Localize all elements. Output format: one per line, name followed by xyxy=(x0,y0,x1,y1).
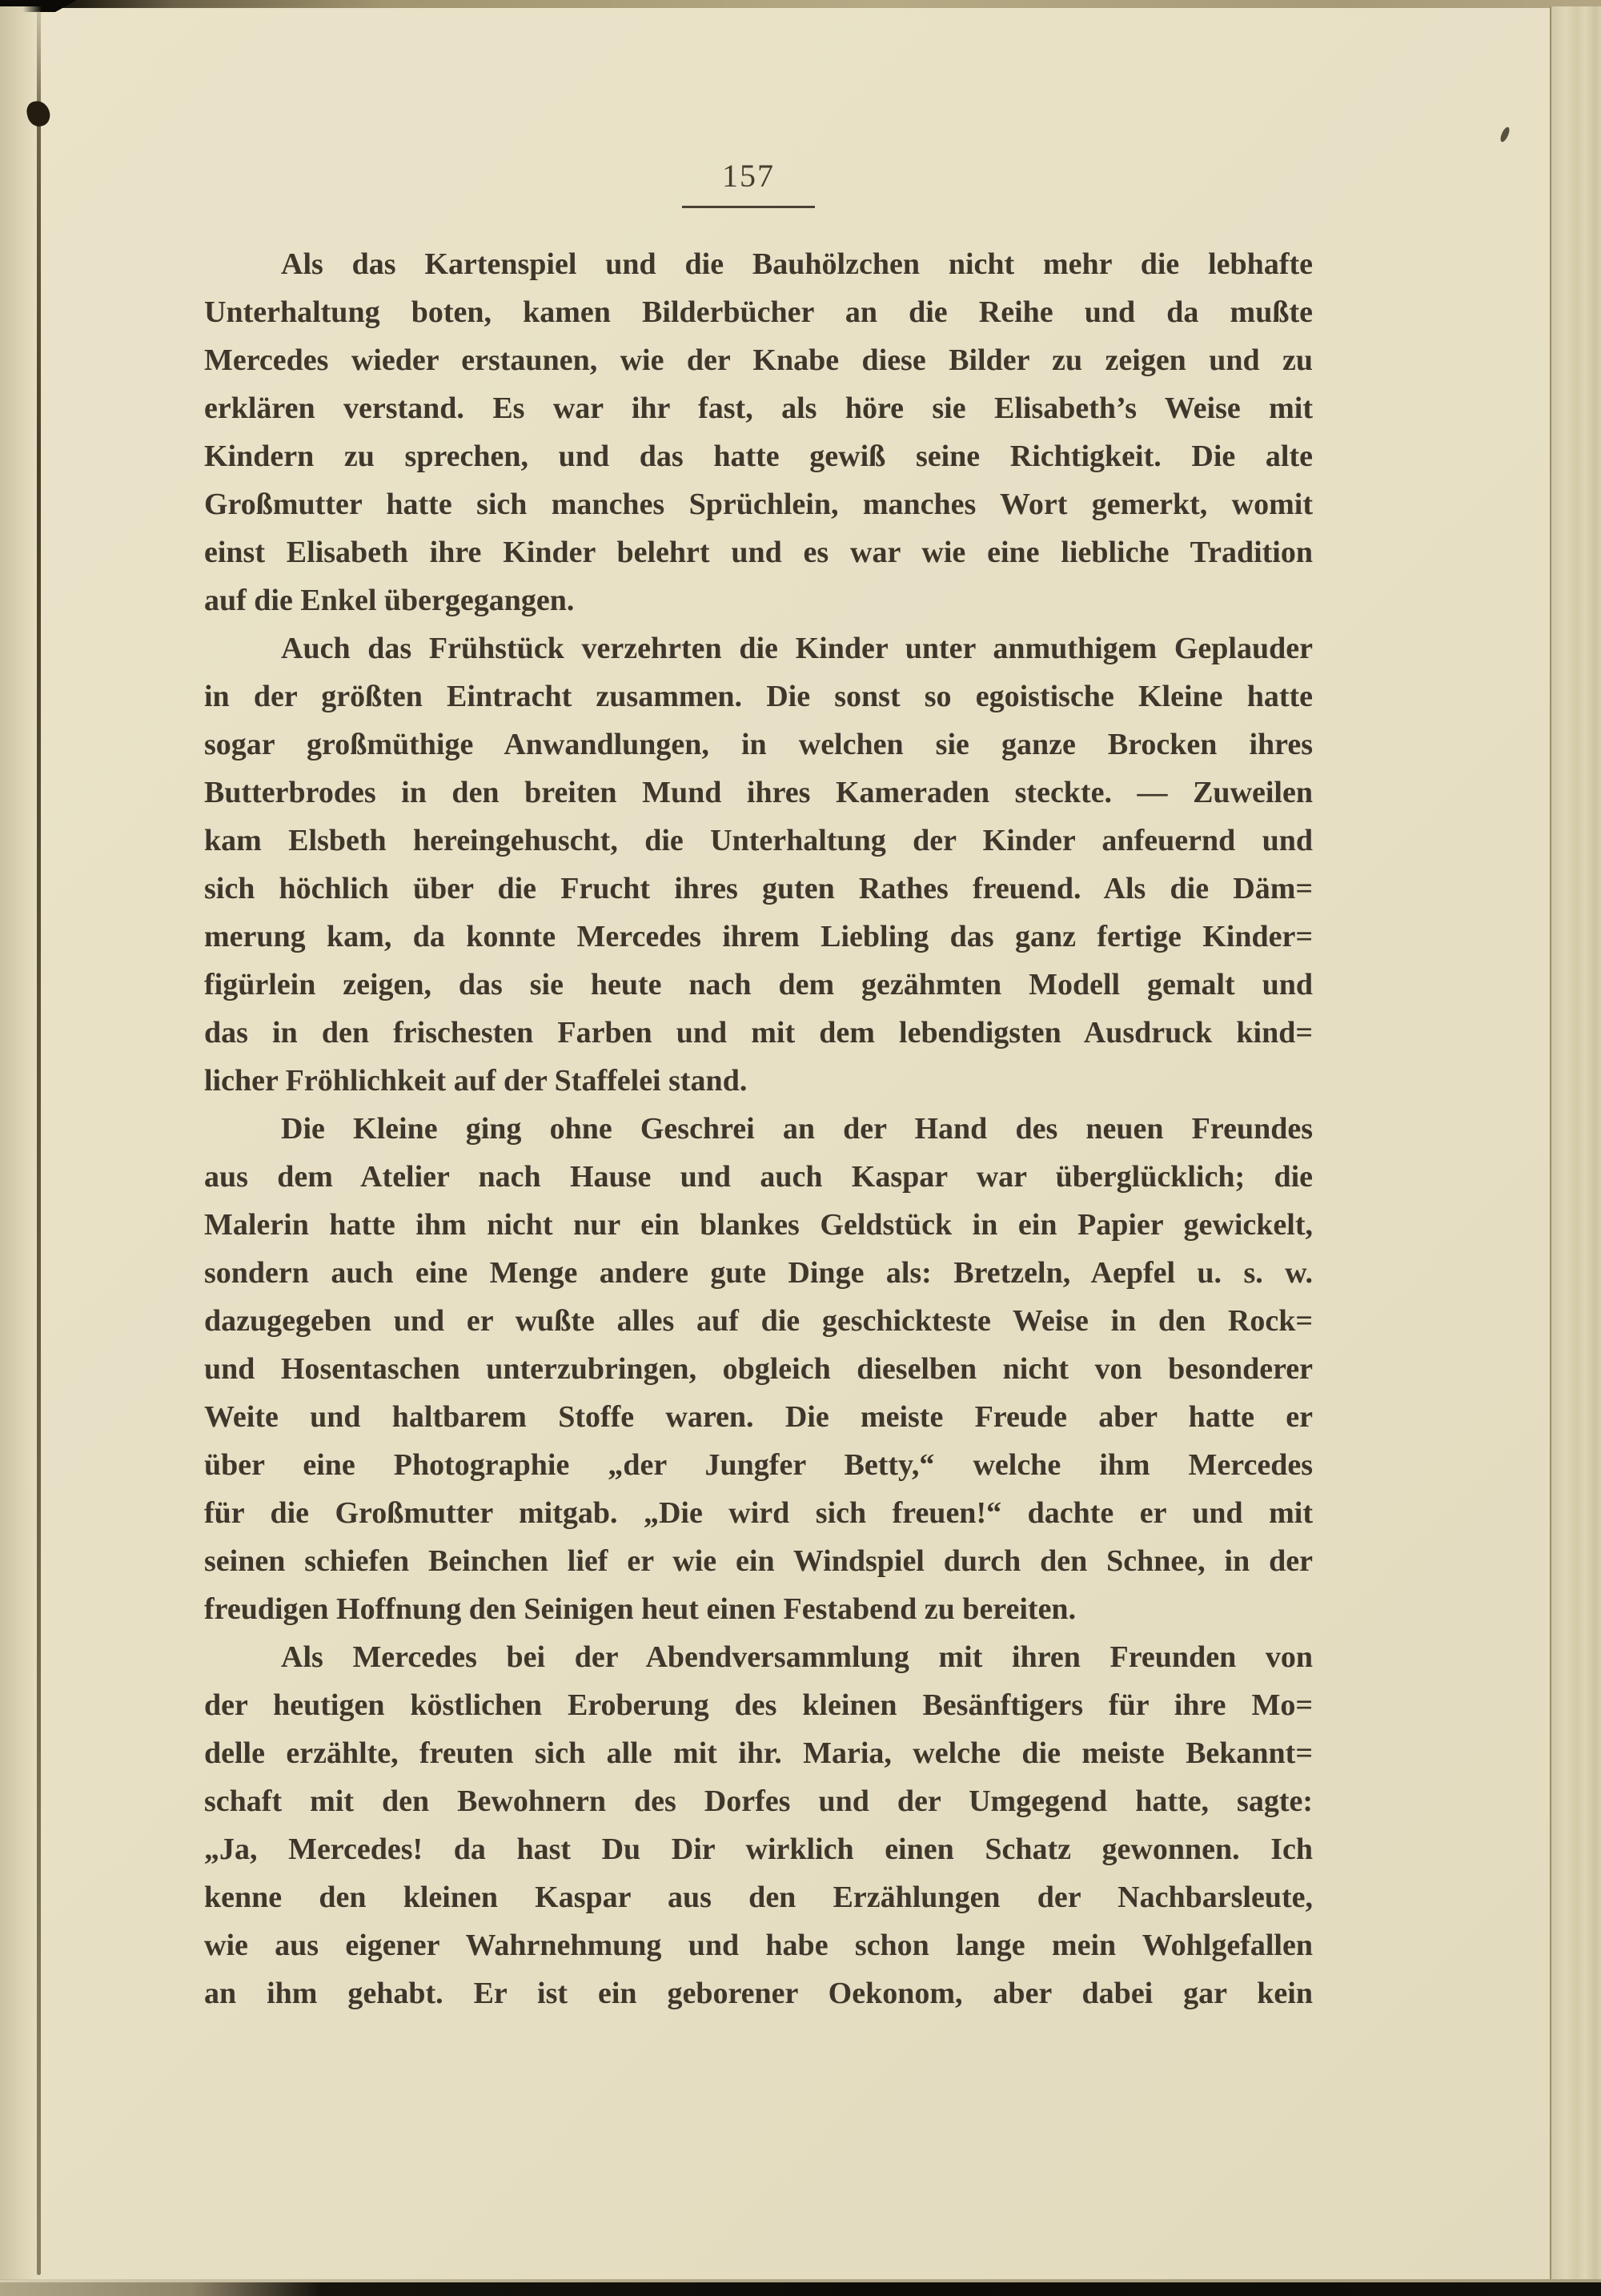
text-line: kam Elsbeth hereingehuscht, die Unterhaltung der Kinder anfeuernd und xyxy=(204,824,1313,857)
bottom-page-edge xyxy=(0,2282,1601,2296)
page-number xyxy=(682,157,815,208)
text-line: der heutigen köstlichen Eroberung des kleinen Besänftigers für ihre Mo= xyxy=(204,1688,1313,1722)
text-line: figürlein zeigen, das sie heute nach dem gezähmten Modell gemalt und xyxy=(204,968,1313,1001)
text-line: Weite und haltbarem Stoffe waren. Die meiste Freude aber hatte er xyxy=(204,1400,1313,1434)
text-line: seinen schiefen Beinchen lief er wie ein Windspiel durch den Schnee, in der xyxy=(204,1544,1313,1578)
text-line: Kindern zu sprechen, und das hatte gewiß seine Richtigkeit. Die alte xyxy=(204,440,1313,473)
text-line: das in den frischesten Farben und mit dem lebendigsten Ausdruck kind= xyxy=(204,1016,1313,1050)
gutter-shadow xyxy=(0,6,42,2280)
text-line: kenne den kleinen Kaspar aus den Erzählungen der Nachbarsleute, xyxy=(204,1881,1313,1914)
text-line: Als Mercedes bei der Abendversammlung mit ihren Freunden von xyxy=(281,1640,1313,1674)
text-block xyxy=(204,240,1313,2017)
text-line: merung kam, da konnte Mercedes ihrem Liebling das ganz fertige Kinder= xyxy=(204,920,1313,953)
text-line: in der größten Eintracht zusammen. Die sonst so egoistische Kleine hatte xyxy=(204,680,1313,713)
text-line: sogar großmüthige Anwandlungen, in welchen sie ganze Brocken ihres xyxy=(204,728,1313,761)
text-line: licher Fröhlichkeit auf der Staffelei stand. xyxy=(204,1064,748,1098)
top-page-edge xyxy=(0,0,1601,8)
text-line: Butterbrodes in den breiten Mund ihres Kameraden steckte. — Zuweilen xyxy=(204,776,1313,809)
text-line: delle erzählte, freuten sich alle mit ihr. Maria, welche die meiste Bekannt= xyxy=(204,1736,1313,1770)
page-number-text: 157 xyxy=(722,158,775,194)
text-line: Auch das Frühstück verzehrten die Kinder unter anmuthigem Geplauder xyxy=(281,632,1313,665)
text-line: schaft mit den Bewohnern des Dorfes und der Umgegend hatte, sagte: xyxy=(204,1784,1313,1818)
text-line: und Hosentaschen unterzubringen, obgleich dieselben nicht von besonderer xyxy=(204,1352,1313,1386)
text-line: sich höchlich über die Frucht ihres guten Rathes freuend. Als die Däm= xyxy=(204,872,1313,905)
text-line: über eine Photographie „der Jungfer Betty,“ welche ihm Mercedes xyxy=(204,1448,1313,1482)
text-line: auf die Enkel übergegangen. xyxy=(204,584,575,617)
text-line: Malerin hatte ihm nicht nur ein blankes Geldstück in ein Papier gewickelt, xyxy=(204,1208,1313,1242)
text-line: dazugegeben und er wußte alles auf die geschickteste Weise in den Rock= xyxy=(204,1304,1313,1338)
text-line: an ihm gehabt. Er ist ein geborener Oekonom, aber dabei gar kein xyxy=(204,1977,1313,2010)
text-line: Mercedes wieder erstaunen, wie der Knabe diese Bilder zu zeigen und zu xyxy=(204,343,1313,377)
right-page-edge xyxy=(1550,6,1601,2282)
stray-mark xyxy=(1499,126,1511,143)
text-line: aus dem Atelier nach Hause und auch Kaspar war überglücklich; die xyxy=(204,1160,1313,1194)
text-line: Als das Kartenspiel und die Bauhölzchen nicht mehr die lebhafte xyxy=(281,247,1313,281)
text-line: einst Elisabeth ihre Kinder belehrt und es war wie eine liebliche Tradition xyxy=(204,536,1313,569)
text-line: Unterhaltung boten, kamen Bilderbücher an die Reihe und da mußte xyxy=(204,295,1313,329)
text-line: freudigen Hoffnung den Seinigen heut einen Festabend zu bereiten. xyxy=(204,1592,1077,1626)
text-line: erklären verstand. Es war ihr fast, als höre sie Elisabeth’s Weise mit xyxy=(204,391,1313,425)
text-line: sondern auch eine Menge andere gute Dinge als: Bretzeln, Aepfel u. s. w. xyxy=(204,1256,1313,1290)
gutter-crease-line xyxy=(37,11,41,2275)
text-line: für die Großmutter mitgab. „Die wird sich freuen!“ dachte er und mit xyxy=(204,1496,1313,1530)
text-line: wie aus eigener Wahrnehmung und habe schon lange mein Wohlgefallen xyxy=(204,1929,1313,1962)
text-line: Großmutter hatte sich manches Sprüchlein, manches Wort gemerkt, womit xyxy=(204,488,1313,521)
text-line: „Ja, Mercedes! da hast Du Dir wirklich einen Schatz gewonnen. Ich xyxy=(204,1832,1313,1866)
text-line: Die Kleine ging ohne Geschrei an der Hand des neuen Freundes xyxy=(281,1112,1313,1146)
